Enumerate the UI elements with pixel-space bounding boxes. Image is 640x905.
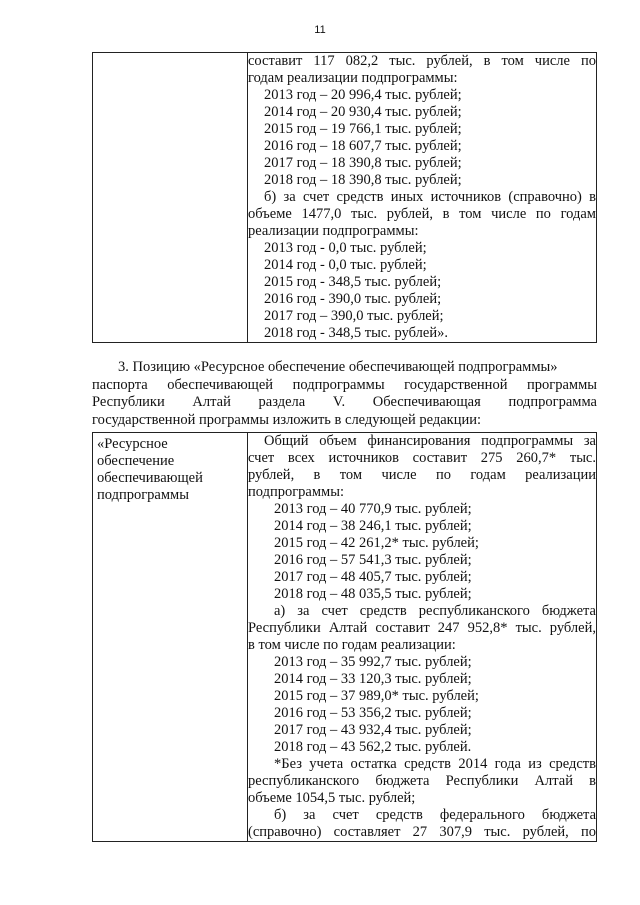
text-line: 2015 год - 348,5 тыс. рублей;	[264, 274, 442, 290]
funding-table-continued	[92, 52, 597, 343]
text-line: 2015 год – 19 766,1 тыс. рублей;	[264, 121, 462, 137]
text-line: 2014 год – 38 246,1 тыс. рублей;	[274, 518, 472, 534]
text-line: 2018 год – 48 035,5 тыс. рублей;	[274, 586, 472, 602]
resource-provision-table	[92, 432, 597, 842]
label-line: обеспечение	[97, 453, 175, 469]
label-line: обеспечивающей	[97, 470, 203, 486]
table2-right-cell	[248, 433, 597, 842]
label-line: подпрограммы	[97, 487, 189, 503]
table1-left-cell	[93, 53, 248, 343]
text-line: счет всех источников составит 275 260,7* тыс.	[248, 450, 596, 466]
text-line: реализации подпрограммы:	[248, 223, 419, 239]
text-line: б) за счет средств федерального бюджета	[274, 807, 596, 823]
table2-left-cell	[93, 433, 248, 842]
paragraph-line: Республики Алтай раздела V. Обеспечивающая подпрограмма	[92, 394, 597, 410]
text-line: 2017 год – 390,0 тыс. рублей;	[264, 308, 444, 324]
text-line: 2017 год – 48 405,7 тыс. рублей;	[274, 569, 472, 585]
text-line: объеме 1477,0 тыс. рублей, в том числе по годам	[248, 206, 596, 222]
paragraph-line: паспорта обеспечивающей подпрограммы государственной программы	[92, 376, 597, 393]
text-line: 2014 год – 33 120,3 тыс. рублей;	[274, 671, 472, 687]
text-line: *Без учета остатка средств 2014 года из средств	[274, 756, 596, 772]
label-line: «Ресурсное	[97, 436, 168, 452]
text-line: 2013 год - 0,0 тыс. рублей;	[264, 240, 427, 256]
text-line: составит 117 082,2 тыс. рублей, в том числе по	[248, 53, 596, 69]
text-line: 2013 год – 35 992,7 тыс. рублей;	[274, 654, 472, 670]
text-line: 2016 год - 390,0 тыс. рублей;	[264, 291, 442, 307]
text-line: республиканского бюджета Республики Алтай в	[248, 773, 596, 789]
text-line: 2018 год - 348,5 тыс. рублей».	[264, 325, 448, 341]
text-line: Республики Алтай составит 247 952,8* тыс. рублей,	[248, 620, 596, 636]
text-line: 2016 год – 57 541,3 тыс. рублей;	[274, 552, 472, 568]
text-line: Общий объем финансирования подпрограммы за	[264, 433, 596, 449]
text-line: (справочно) составляет 27 307,9 тыс. рублей, по	[248, 824, 596, 840]
text-line: 2017 год – 18 390,8 тыс. рублей;	[264, 155, 462, 171]
text-line: 2018 год – 43 562,2 тыс. рублей.	[274, 739, 472, 755]
text-line: в том числе по годам реализации:	[248, 637, 456, 653]
text-line: 2015 год – 37 989,0* тыс. рублей;	[274, 688, 479, 704]
text-line: подпрограммы:	[248, 484, 344, 500]
amendment-paragraph	[92, 359, 597, 429]
text-line: 2014 год – 20 930,4 тыс. рублей;	[264, 104, 462, 120]
text-line: годам реализации подпрограммы:	[248, 70, 458, 86]
table1-right-cell	[248, 53, 597, 343]
text-line: объеме 1054,5 тыс. рублей;	[248, 790, 416, 806]
paragraph-line: государственной программы изложить в следующей редакции:	[92, 411, 482, 428]
text-line: 2015 год – 42 261,2* тыс. рублей;	[274, 535, 479, 551]
text-line: рублей, в том числе по годам реализации	[248, 467, 596, 483]
text-line: б) за счет средств иных источников (справочно) в	[264, 189, 596, 205]
paragraph-line: 3. Позицию «Ресурсное обеспечение обеспечивающей подпрограммы»	[118, 359, 558, 375]
page-number: 11	[314, 24, 326, 36]
text-line: 2016 год – 53 356,2 тыс. рублей;	[274, 705, 472, 721]
text-line: 2014 год - 0,0 тыс. рублей;	[264, 257, 427, 273]
text-line: 2017 год – 43 932,4 тыс. рублей;	[274, 722, 472, 738]
text-line: 2016 год – 18 607,7 тыс. рублей;	[264, 138, 462, 154]
text-line: а) за счет средств республиканского бюджета	[274, 603, 596, 619]
text-line: 2013 год – 40 770,9 тыс. рублей;	[274, 501, 472, 517]
text-line: 2018 год – 18 390,8 тыс. рублей;	[264, 172, 462, 188]
text-line: 2013 год – 20 996,4 тыс. рублей;	[264, 87, 462, 103]
